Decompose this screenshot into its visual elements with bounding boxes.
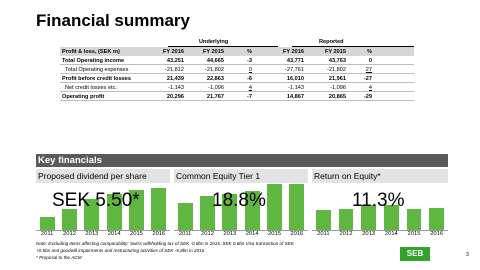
cell-underlying-pct: -6: [247, 75, 252, 82]
cell-reported-2015: 21,961: [328, 75, 346, 82]
dividend-value: SEK 5.50*: [52, 190, 140, 211]
cell-underlying-pct: 0: [248, 66, 252, 73]
cell-underlying-2016: -21,812: [165, 66, 184, 73]
header-cell: %: [367, 48, 372, 55]
cell-underlying-pct: -3: [247, 57, 252, 64]
key-financials-label: Key financials: [38, 155, 102, 166]
x-axis: [36, 231, 170, 240]
panel-title-roe: Return on Equity*: [312, 169, 448, 183]
panel-title-dividend: Proposed dividend per share: [36, 169, 170, 183]
cell-underlying-2016: 21,439: [166, 75, 184, 82]
cell-reported-2016: 43,771: [286, 57, 304, 64]
chart-bar: [40, 217, 55, 230]
table-row: [60, 83, 414, 92]
cell-reported-2015: -1,096: [330, 84, 346, 91]
cell-reported-2016: 14,867: [286, 93, 304, 100]
x-tick-label: 2014: [245, 231, 259, 237]
cell-underlying-2016: 43,251: [166, 57, 184, 64]
cell-reported-2015: 20,865: [328, 93, 346, 100]
x-tick-label: 2011: [178, 231, 192, 237]
x-tick-label: 2012: [63, 231, 76, 237]
header-cell: %: [247, 48, 252, 55]
chart-bar: [289, 184, 304, 230]
cell-reported-2016: -1,143: [288, 84, 304, 91]
x-tick-label: 2013: [85, 231, 99, 237]
cell-underlying-2015: -1,096: [208, 84, 224, 91]
cell-underlying-pct: 4: [248, 84, 252, 91]
row-label: Operating profit: [62, 93, 105, 100]
row-label: Net credit losses etc.: [65, 84, 117, 91]
footnote: Note: Excluding items affecting comparability: Swiss withholding tax of SEK -0.8bn in 2015, SEK 0.6bn Visa transaction of SEK: [36, 241, 294, 246]
key-financials-header: [36, 154, 448, 167]
chart-bar: [316, 210, 331, 230]
table-row: [60, 65, 414, 74]
x-tick-label: 2013: [362, 231, 376, 237]
header-cell: FY 2015: [202, 48, 224, 55]
x-tick-label: 2011: [40, 231, 54, 237]
seb-logo: SEB: [400, 247, 430, 261]
x-tick-label: 2014: [107, 231, 121, 237]
table-row: [60, 92, 414, 101]
header-cell: FY 2016: [162, 48, 184, 55]
cell-underlying-pct: -7: [247, 93, 252, 100]
chart-bar: [62, 209, 77, 230]
table-header-row: [60, 47, 414, 56]
table-row: [60, 56, 414, 65]
chart-bar: [178, 203, 193, 230]
cell-reported-2015: 43,763: [328, 57, 346, 64]
cell-reported-2016: -27,761: [285, 66, 304, 73]
footnote: +0.5bn and goodwill impairments and restructuring activities of SEK -5.8bn in 2016: [36, 248, 205, 253]
financial-summary-table: [60, 38, 414, 101]
x-tick-label: 2016: [152, 231, 166, 237]
cell-underlying-2015: 44,665: [206, 57, 224, 64]
x-tick-label: 2016: [290, 231, 304, 237]
cell-reported-pct: 27: [365, 66, 372, 73]
chart-bar: [151, 188, 166, 230]
row-label: Total Operating expenses: [65, 66, 129, 73]
x-tick-label: 2012: [201, 231, 214, 237]
x-tick-label: 2012: [339, 231, 353, 237]
panel-title-cet1: Common Equity Tier 1: [174, 169, 308, 183]
chart-bar: [407, 209, 422, 230]
cell-reported-2016: 16,010: [286, 75, 304, 82]
row-label: Total Operating income: [62, 57, 125, 64]
header-cell: Profit & loss, (SEK m): [62, 48, 120, 55]
footnote: * Proposal to the AGM: [36, 255, 82, 260]
cell-reported-2015: -21,802: [327, 66, 346, 73]
x-tick-label: 2015: [268, 231, 281, 237]
cell-reported-pct: -29: [363, 93, 372, 100]
cell-reported-pct: 4: [368, 84, 372, 91]
x-tick-label: 2014: [384, 231, 398, 237]
cet1-value: 18.8%: [212, 190, 266, 211]
cell-underlying-2015: -21,802: [205, 66, 224, 73]
table-group-header: [60, 38, 414, 47]
header-cell: FY 2015: [324, 48, 346, 55]
page-number: 3: [466, 252, 469, 258]
group-underlying-label: Underlying: [199, 39, 229, 45]
x-tick-label: 2013: [223, 231, 237, 237]
chart-bar: [267, 184, 282, 230]
x-tick-label: 2011: [317, 231, 330, 237]
cell-reported-pct: 0: [368, 57, 372, 64]
chart-bar: [429, 208, 444, 230]
table-row: [60, 74, 414, 83]
cell-reported-pct: -27: [363, 75, 372, 82]
x-tick-label: 2015: [407, 231, 421, 237]
x-tick-label: 2016: [430, 231, 444, 237]
page-title: Financial summary: [36, 11, 191, 30]
group-reported-label: Reported: [319, 39, 344, 45]
roe-value: 11.3%: [352, 190, 405, 211]
cell-underlying-2015: 22,863: [206, 75, 224, 82]
x-tick-label: 2015: [130, 231, 143, 237]
cell-underlying-2016: -1,143: [168, 84, 184, 91]
row-label: Profit before credit losses: [62, 75, 132, 82]
header-cell: FY 2016: [282, 48, 304, 55]
cell-underlying-2015: 21,767: [206, 93, 224, 100]
x-axis: [174, 231, 308, 240]
x-axis: [312, 231, 448, 240]
cell-underlying-2016: 20,296: [166, 93, 184, 100]
